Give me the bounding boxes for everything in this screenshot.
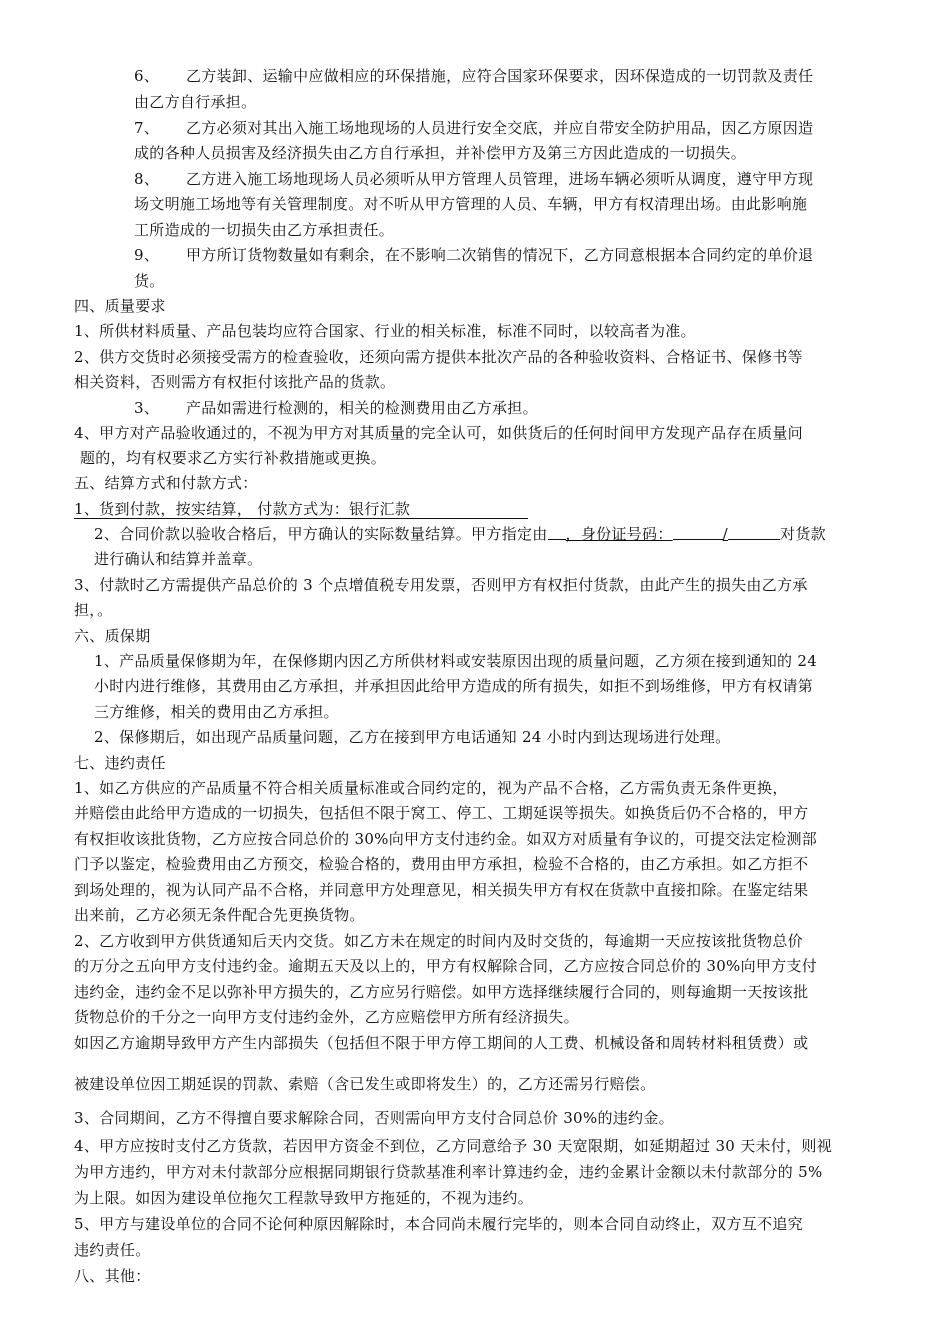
section-4-p4-line-1: 4、甲方对产品验收通过的，不视为甲方对其质量的完全认可，如供货后的任何时间甲方发现产品存在质量问 — [74, 424, 803, 442]
item-9-line-1: 9、 甲方所订货物数量如有剩余，在不影响二次销售的情况下，乙方同意根据本合同约定的单价退 — [134, 246, 814, 264]
section-7-p3: 3、合同期间，乙方不得擅自要求解除合同，否则需向甲方支付合同总价 30%的违约金。 — [74, 1109, 674, 1127]
item-8-line-3: 工所造成的一切损失由乙方承担责任。 — [134, 221, 395, 239]
section-4-p3: 3、 产品如需进行检测的，相关的检测费用由乙方承担。 — [134, 399, 538, 417]
section-5-p2-line-2: 进行确认和结算并盖章。 — [94, 550, 263, 568]
id-number-blank-2 — [728, 525, 780, 540]
section-7-p2-line-3: 违约金，违约金不足以弥补甲方损失的，乙方应另行赔偿。如甲方选择继续履行合同的，则每逾期一天按该批 — [74, 983, 809, 1001]
section-5-p3-line-2: 担，。 — [74, 601, 113, 619]
section-7-p1-line-3: 有权拒收该批货物，乙方应按合同总价的 30%向甲方支付违约金。如双方对质量有争议的，可提交法定检测部 — [74, 830, 818, 848]
item-8-line-2: 场文明施工场地等有关管理制度。对不听从甲方管理的人员、车辆，甲方有权清理出场。由此影响施 — [134, 195, 808, 213]
section-7-p1-line-5: 到场处理的，视为认同产品不合格，并同意甲方处理意见，相关损失甲方有权在货款中直接扣除。在鉴定结果 — [74, 881, 809, 899]
section-7-p1-line-1: 1、如乙方供应的产品质量不符合相关质量标准或合同约定的，视为产品不合格，乙方需负责无条件更换， — [74, 779, 788, 797]
id-number-blank-1 — [673, 525, 723, 540]
item-8-line-1: 8、 乙方进入施工场地现场人员必须听从甲方管理人员管理，进场车辆必须听从调度，遵守甲方现 — [134, 170, 814, 188]
item-6-line-1: 6、 乙方装卸、运输中应做相应的环保措施，应符合国家环保要求，因环保造成的一切罚款及责任 — [134, 67, 814, 85]
section-5-p2-line-1: 2、合同价款以验收合格后，甲方确认的实际数量结算。甲方指定由 ，身份证号码： / 对货款 — [94, 525, 826, 543]
section-8-title: 八、其他： — [74, 1267, 151, 1285]
section-7-p2-extra-2: 被建设单位因工期延误的罚款、索赔（含已发生或即将发生）的，乙方还需另行赔偿。 — [74, 1075, 656, 1093]
section-6-p2: 2、保修期后，如出现产品质量问题，乙方在接到甲方电话通知 24 小时内到达现场进行处理。 — [94, 728, 731, 746]
section-4-p2-line-1: 2、供方交货时必须接受需方的检查验收，还须向需方提供本批次产品的各种验收资料、合格证书、保修书等 — [74, 348, 803, 366]
item-6-line-2: 由乙方自行承担。 — [134, 93, 257, 111]
section-4-p2-line-2: 相关资料，否则需方有权拒付该批产品的货款。 — [74, 373, 396, 391]
section-6-title: 六、质保期 — [74, 627, 151, 645]
item-7-line-2: 成的各种人员损害及经济损失由乙方自行承担，并补偿甲方及第三方因此造成的一切损失。 — [134, 144, 747, 162]
section-7-p5-line-1: 5、甲方与建设单位的合同不论何种原因解除时，本合同尚未履行完毕的，则本合同自动终止，双方互不追究 — [74, 1215, 803, 1233]
section-6-p1-line-3: 三方维修，相关的费用由乙方承担。 — [94, 703, 339, 721]
designee-name-blank — [548, 525, 566, 540]
section-7-title: 七、违约责任 — [74, 754, 166, 772]
section-7-p5-line-2: 违约责任。 — [74, 1241, 151, 1259]
section-7-p1-line-2: 并赔偿由此给甲方造成的一切损失，包括但不限于窝工、停工、工期延误等损失。如换货后仍不合格的，甲方 — [74, 804, 809, 822]
section-5-p3-line-1: 3、付款时乙方需提供产品总价的 3 个点增值税专用发票，否则甲方有权拒付货款，由此产生的损失由乙方承 — [74, 576, 808, 594]
section-7-p2-line-4: 货物总价的千分之一向甲方支付违约金外，乙方应赔偿甲方所有经济损失。 — [74, 1008, 579, 1026]
section-7-p4-line-2: 为甲方违约，甲方对未付款部分应根据同期银行贷款基准利率计算违约金，违约金累计金额以未付款部分的 5% — [74, 1163, 823, 1181]
section-7-p1-line-6: 出来前，乙方必须无条件配合先更换货物。 — [74, 906, 365, 924]
section-7-p1-line-4: 门予以鉴定，检验费用由乙方预交，检验合格的，费用由甲方承担，检验不合格的，由乙方承担。如乙方拒不 — [74, 855, 809, 873]
section-7-p4-line-3: 为上限。如因为建设单位拖欠工程款导致甲方拖延的，不视为违约。 — [74, 1189, 534, 1207]
section-4-p1: 1、所供材料质量、产品包装均应符合国家、行业的相关标准，标准不同时，以较高者为准。 — [74, 322, 696, 340]
item-9-line-2: 货。 — [134, 272, 165, 290]
section-4-title: 四、质量要求 — [74, 297, 166, 315]
section-7-p2-extra-1: 如因乙方逾期导致甲方产生内部损失（包括但不限于甲方停工期间的人工费、机械设备和周转材料租赁费）或 — [74, 1034, 809, 1052]
section-5-title: 五、结算方式和付款方式： — [74, 474, 258, 492]
section-4-p4-line-2: 题的，均有权要求乙方实行补救措施或更换。 — [80, 449, 387, 467]
section-7-p2-line-2: 的万分之五向甲方支付违约金。逾期五天及以上的，甲方有权解除合同，乙方应按合同总价的 30%向甲方支付 — [74, 957, 818, 975]
section-6-p1-line-2: 小时内进行维修，其费用由乙方承担，并承担因此给甲方造成的所有损失，如拒不到场维修，甲方有权请第 — [94, 677, 814, 695]
section-6-p1-line-1: 1、产品质量保修期为年，在保修期内因乙方所供材料或安装原因出现的质量问题，乙方须在接到通知的 24 — [94, 652, 818, 670]
section-7-p2-line-1: 2、乙方收到甲方供货通知后天内交货。如乙方未在规定的时间内及时交货的，每逾期一天应按该批货物总价 — [74, 932, 803, 950]
section-7-p4-line-1: 4、甲方应按时支付乙方货款，若因甲方资金不到位，乙方同意给予 30 天宽限期，如延期超过 30 天未付，则视 — [74, 1137, 832, 1155]
item-7-line-1: 7、 乙方必须对其出入施工场地现场的人员进行安全交底，并应自带安全防护用品，因乙方原因造 — [134, 119, 814, 137]
section-5-p1: 1、货到付款，按实结算， 付款方式为：银行汇款 — [74, 499, 528, 519]
